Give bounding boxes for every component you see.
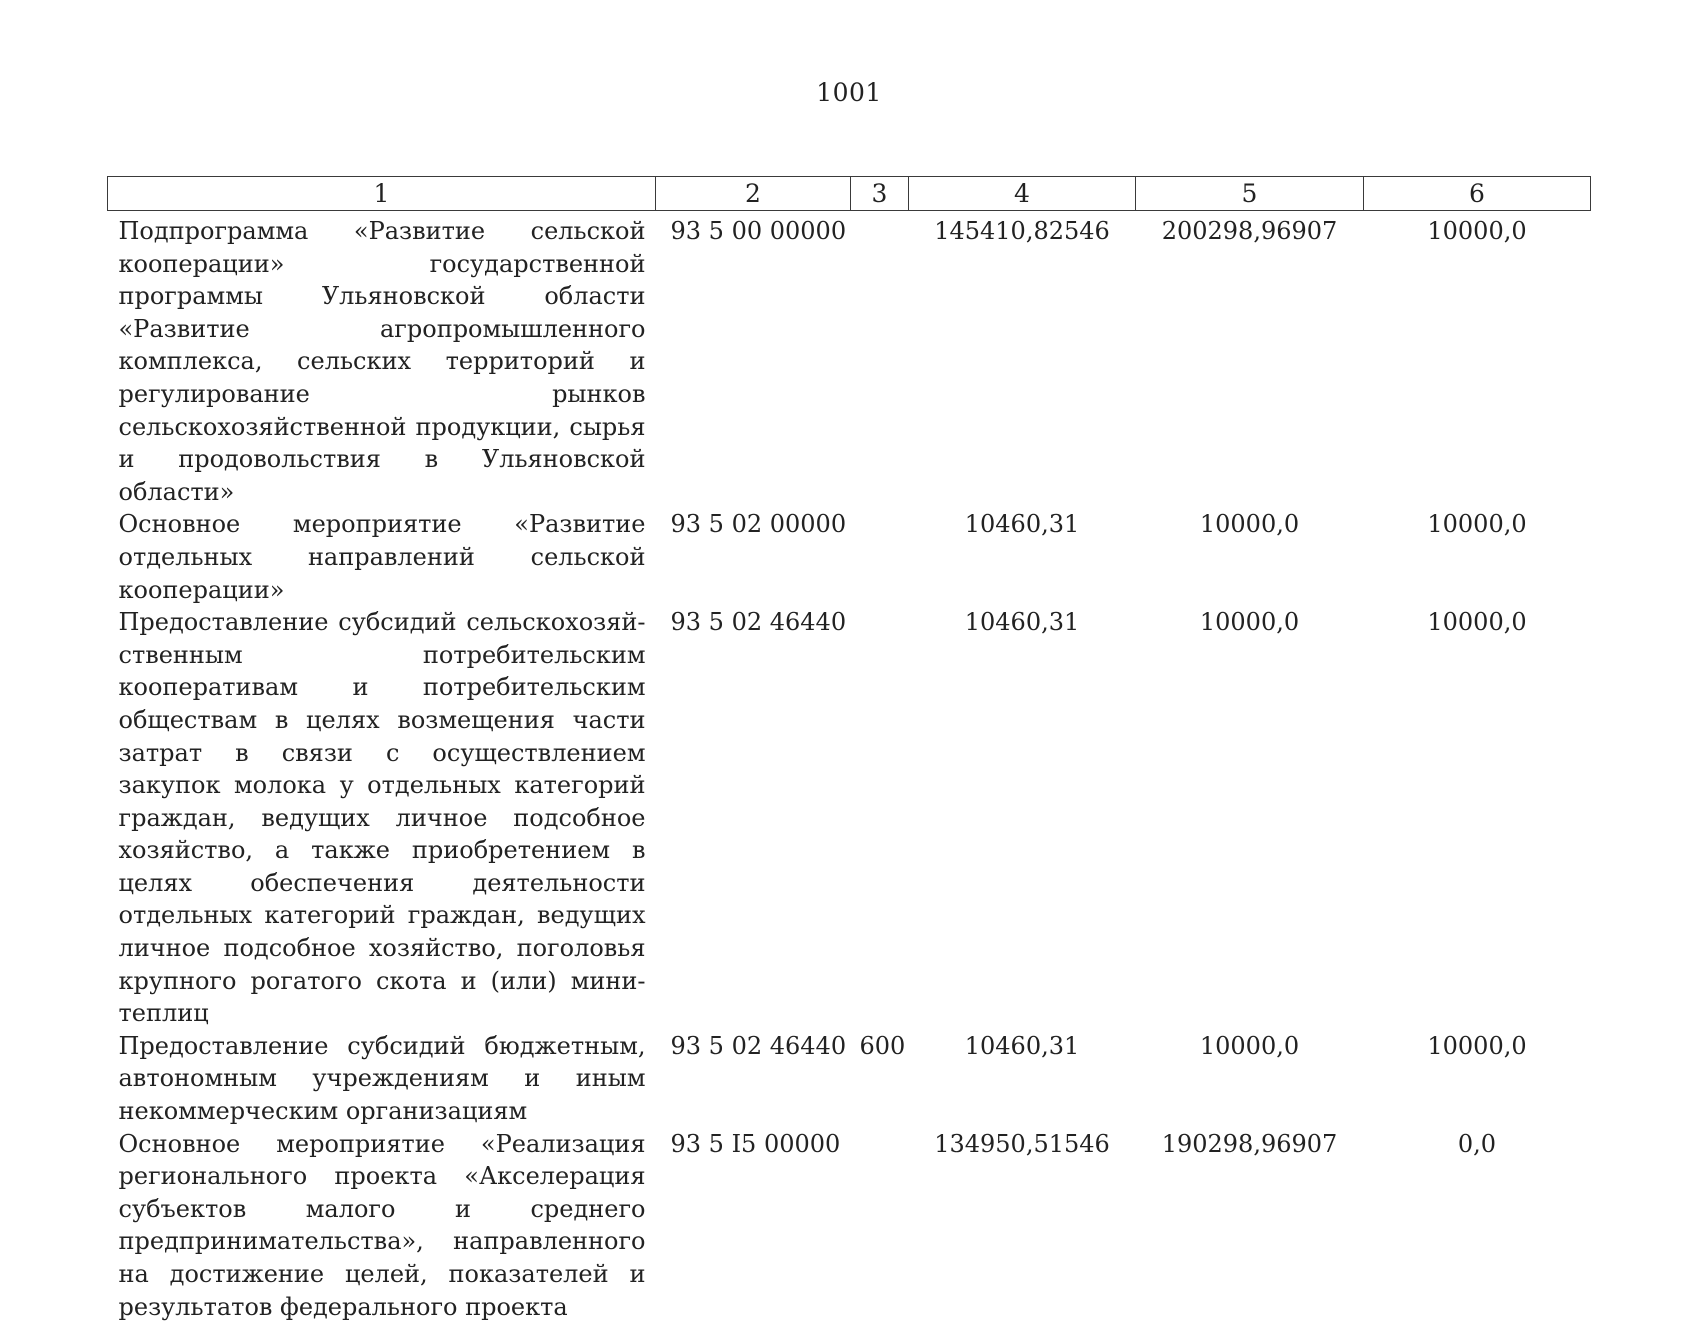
row-value-6: 0,0	[1364, 1128, 1591, 1323]
column-header-6: 6	[1364, 177, 1591, 211]
row-value-5: 190298,96907	[1136, 1128, 1364, 1323]
row-name: Предоставление субсидий бюджетным, автономным учреждениям и иным некоммерческим организациям	[108, 1030, 656, 1128]
row-code: 93 5 02 00000	[656, 508, 851, 606]
row-value-6: 10000,0	[1364, 211, 1591, 509]
column-header-3: 3	[851, 177, 909, 211]
row-value-6: 10000,0	[1364, 606, 1591, 1030]
column-header-4: 4	[909, 177, 1136, 211]
row-value-4: 10460,31	[909, 508, 1136, 606]
row-expense-type: 600	[851, 1030, 909, 1128]
page-number: 1001	[0, 78, 1698, 107]
row-expense-type	[851, 606, 909, 1030]
table-row	[108, 1128, 1591, 1323]
column-header-5: 5	[1136, 177, 1364, 211]
row-value-4: 134950,51546	[909, 1128, 1136, 1323]
row-value-6: 10000,0	[1364, 1030, 1591, 1128]
row-value-4: 10460,31	[909, 606, 1136, 1030]
row-value-6: 10000,0	[1364, 508, 1591, 606]
row-name: Основное мероприятие «Реализация регионального проекта «Акселерация субъектов малого и среднего предпринимательства», направленного на достижение целей, показателей и результатов федерального проекта	[108, 1128, 656, 1323]
row-value-5: 10000,0	[1136, 606, 1364, 1030]
row-expense-type	[851, 211, 909, 509]
table-row	[108, 1030, 1591, 1128]
row-code: 93 5 02 46440	[656, 606, 851, 1030]
table-row	[108, 508, 1591, 606]
row-value-4: 145410,82546	[909, 211, 1136, 509]
table-row	[108, 606, 1591, 1030]
row-value-5: 10000,0	[1136, 1030, 1364, 1128]
row-value-5: 200298,96907	[1136, 211, 1364, 509]
row-name: Подпрограмма «Развитие сельской кооперации» государственной программы Ульяновской области «Развитие агропромышленного комплекса, сельских территорий и регулирование рынков сельскохозяйственной продукции, сырья и продовольствия в Ульяновской области»	[108, 211, 656, 509]
budget-table	[107, 176, 1591, 1323]
table-body	[108, 211, 1591, 1323]
row-value-5: 10000,0	[1136, 508, 1364, 606]
row-value-4: 10460,31	[909, 1030, 1136, 1128]
row-code: 93 5 02 46440	[656, 1030, 851, 1128]
table-row	[108, 211, 1591, 509]
row-code: 93 5 I5 00000	[656, 1128, 851, 1323]
row-name: Основное мероприятие «Развитие отдельных направлений сельской кооперации»	[108, 508, 656, 606]
row-code: 93 5 00 00000	[656, 211, 851, 509]
column-header-2: 2	[656, 177, 851, 211]
row-expense-type	[851, 508, 909, 606]
header-row	[108, 177, 1591, 211]
row-name: Предоставление субсидий сельскохозяйственным потребительским кооперативам и потребительским обществам в целях возмещения части затрат в связи с осуществлением закупок молока у отдельных категорий граждан, ведущих личное подсобное хозяйство, а также приобретением в целях обеспечения деятельности отдельных категорий граждан, ведущих личное подсобное хозяйство, поголовья крупного рогатого скота и (или) мини-теплиц	[108, 606, 656, 1030]
table-header	[108, 177, 1591, 211]
row-expense-type	[851, 1128, 909, 1323]
column-header-1: 1	[108, 177, 656, 211]
